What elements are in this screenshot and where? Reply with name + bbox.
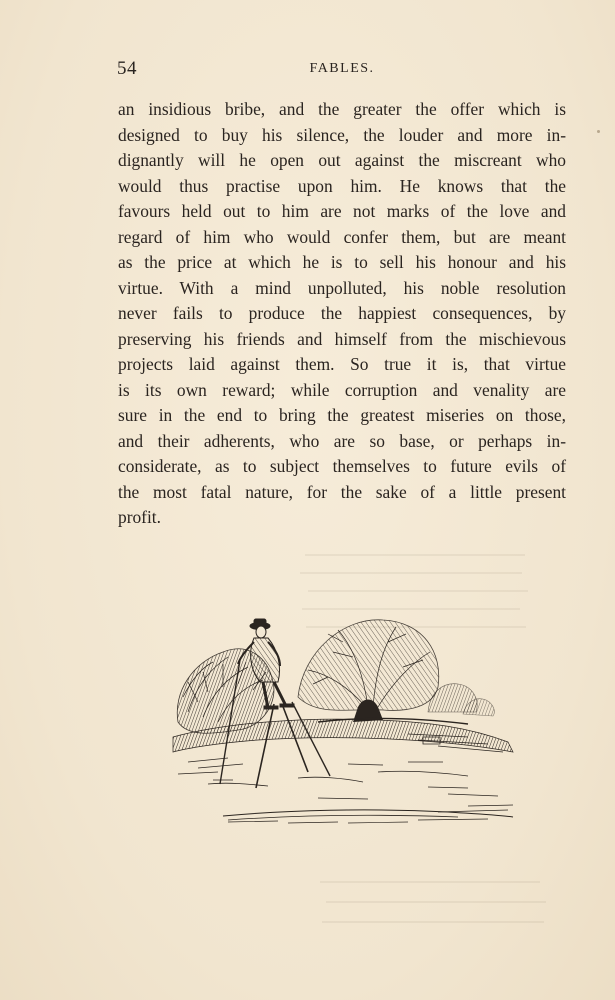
text-line: never fails to produce the happiest consequences, by <box>118 303 566 323</box>
text-line: an insidious bribe, and the greater the offer which is <box>118 99 566 119</box>
foreground-ground <box>208 762 513 823</box>
text-line: virtue. With a mind unpolluted, his noble resolution <box>118 277 566 298</box>
text-line: considerate, as to subject themselves to future evils of <box>118 456 566 476</box>
text-line: as the price at which he is to sell his honour and his <box>118 252 566 272</box>
text-line: profit. <box>118 507 161 527</box>
body-text <box>118 97 566 531</box>
running-head: FABLES. <box>309 61 375 76</box>
page-number: 54 <box>117 58 137 79</box>
text-line: and their adherents, who are so base, or perhaps in- <box>118 430 566 451</box>
text-line: the most fatal nature, for the sake of a little present <box>118 481 566 502</box>
text-line: preserving his friends and himself from the mischievous <box>118 328 566 349</box>
engraving-man-on-stilts <box>168 612 530 830</box>
text-line: is its own reward; while corruption and venality are <box>118 379 566 400</box>
text-line: dignantly will he open out against the miscreant who <box>118 150 566 170</box>
text-line: designed to buy his silence, the louder and more in- <box>118 124 566 145</box>
ground <box>173 718 513 774</box>
text-line: favours held out to him are not marks of the love and <box>118 201 566 221</box>
text-line: regard of him who would confer them, but are meant <box>118 226 566 247</box>
willow-tree <box>298 620 439 722</box>
text-line: sure in the end to bring the greatest miseries on those, <box>118 405 566 425</box>
show-through-texture <box>320 870 550 930</box>
page-header <box>117 58 567 86</box>
text-line: projects laid against them. So true it is, that virtue <box>118 354 566 374</box>
paper-speck <box>597 130 600 133</box>
text-line: would thus practise upon him. He knows that the <box>118 175 566 196</box>
